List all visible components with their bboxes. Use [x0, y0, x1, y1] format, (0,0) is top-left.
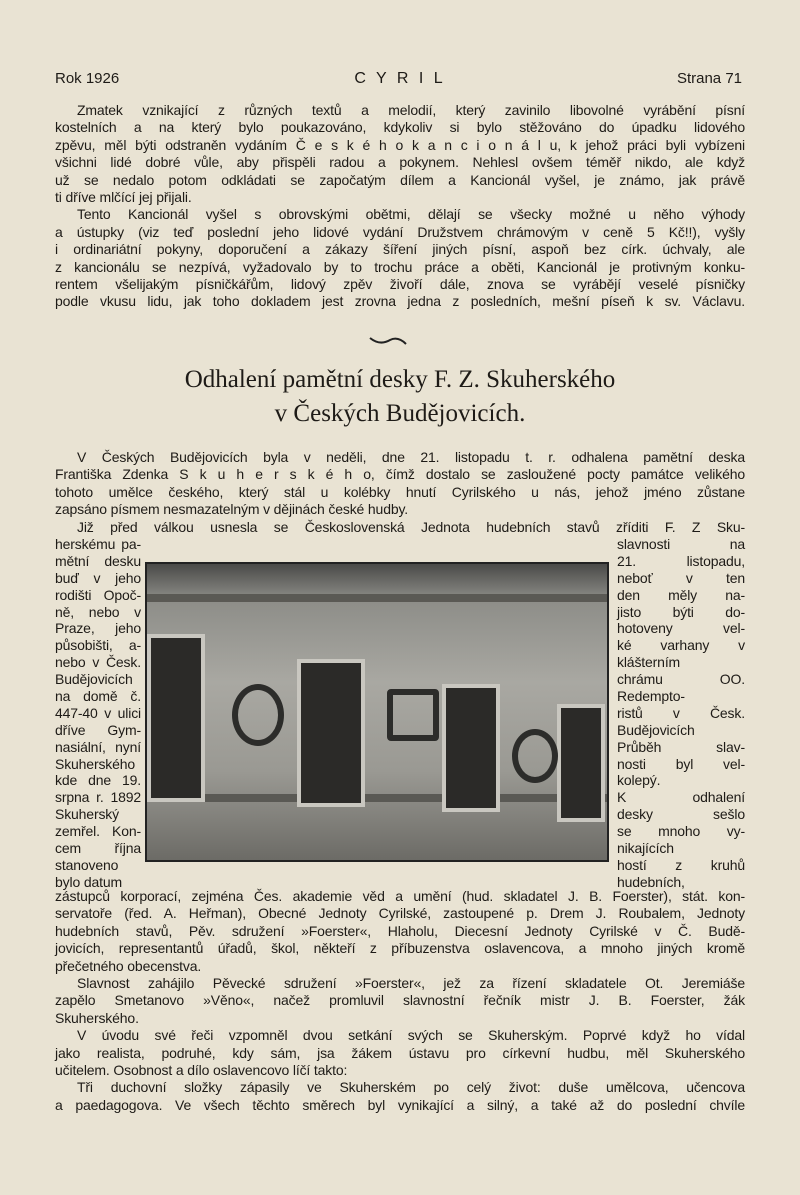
text-line: ké varhany v: [617, 637, 745, 654]
text-line: se mnoho vy-: [617, 823, 745, 840]
text-line: Průběh slav-: [617, 738, 745, 755]
text-line: hudebních stavů, Pěv. sdružení »Foerster«, Hlaholu, Diecesní Jednoty Cyrilské v Č. Budě-: [55, 922, 745, 939]
text-line: chrámu OO.: [617, 671, 745, 688]
text-line: působišti, a-: [55, 637, 141, 654]
text-line: zpěvu, měl býti odstraněn vydáním Č e s k é h o k a n c i o n á l u, k jehož práci byli vybízeni: [55, 136, 745, 153]
text-line: Františka Zdenka S k u h e r s k é h o, čímž dostalo se zasloužené pocty památce velikého: [55, 466, 745, 483]
text-line: Skuherského.: [55, 1009, 139, 1026]
text-line: tohoto umělce českého, který stál u kolébky hnutí Cyrilského u nás, jehož jméno zůstane: [55, 483, 745, 500]
running-header-page: Strana 71: [676, 70, 742, 87]
text-line: všichni lidé dobré vůle, aby přispěli radou a pokynem. Nehlesl ovšem téměř nikdo, ale když: [55, 154, 745, 171]
text-line: 447-40 v ulici: [55, 704, 141, 721]
text-line: cem října: [55, 840, 141, 857]
text-line: a paedagogova. Ve všech těchto směrech byl vynikající a silný, a také až do poslední chvíle: [55, 1096, 745, 1113]
text-line: Skuherský: [55, 806, 120, 823]
text-line: rentem všelijakým písničkářům, lidový zpěv živoří dále, znova se vyrábějí veselé písničky: [55, 275, 745, 292]
text-line: stanoveno: [55, 856, 119, 873]
intro-text: [55, 102, 745, 311]
article-title: Odhalení pamětní desky F. Z. Skuherského: [184, 366, 616, 393]
text-line: zástupců korporací, zejména Čes. akademie věd a umění (hud. skladatel J. B. Foerster), stát. kon-: [55, 888, 745, 904]
article-paragraph-top: [55, 449, 745, 536]
text-line: hudebních,: [617, 873, 685, 890]
text-line: neboť v ten: [617, 569, 745, 586]
text-line: Budějovicích: [55, 671, 133, 688]
text-line: desky sešlo: [617, 806, 745, 823]
running-header-journal: C Y R I L: [354, 70, 446, 87]
text-line: Tento Kancionál vyšel s obrovskými obětmi, dělají se všecky možné u něho výhody: [77, 206, 745, 223]
text-line: V Českých Budějovicích byla v neděli, dne 21. listopadu t. r. odhalena pamětní deska: [77, 449, 745, 465]
text-line: učitelem. Osobnost a dílo oslavencovo líčí takto:: [55, 1061, 348, 1078]
text-line: kolepý.: [617, 772, 661, 789]
text-line: buď v jeho: [55, 569, 141, 586]
text-line: hotoveny vel-: [617, 620, 745, 637]
text-line: slavnosti na: [617, 536, 745, 552]
text-line: ně, nebo v: [55, 603, 141, 620]
text-line: nosti byl vel-: [617, 755, 745, 772]
text-line: Tři duchovní složky zápasily ve Skuherském po celý život: duše umělcova, učencova: [77, 1079, 745, 1096]
text-line: dříve Gym-: [55, 721, 141, 738]
text-line: Praze, jeho: [55, 620, 141, 637]
text-line: den měly na-: [617, 586, 745, 603]
text-line: přečetného obecenstva.: [55, 957, 202, 974]
text-line: ristů v Česk.: [617, 704, 745, 721]
text-line: Zmatek vznikající z různých textů a melodií, který zavinilo libovolné vyrábění písní: [77, 102, 745, 118]
ornament-divider: [368, 334, 408, 348]
text-line: klášterním: [617, 654, 681, 671]
text-line: a ústupky (viz teď poslední jeho lidové vydání Družstvem chrámovým v ceně 5 Kč!!), vyšly: [55, 223, 745, 240]
text-line: mětní desku: [55, 552, 141, 569]
text-line: Budějovicích: [617, 721, 695, 738]
text-line: bylo datum: [55, 873, 122, 890]
text-line: K odhalení: [617, 789, 745, 806]
text-line: hostí z kruhů: [617, 856, 745, 873]
text-line: nasiální, nyní: [55, 738, 141, 755]
text-line: zemřel. Kon-: [55, 823, 141, 840]
text-line: nikajících: [617, 840, 674, 857]
text-line: V úvodu své řeči vzpomněl dvou setkání svých se Skuherským. Poprvé když ho vídal: [77, 1027, 745, 1044]
text-line: z kancionálu se nezpívá, vyžadovalo by to trochu práce a oběti, Kancionál je protivným konku-: [55, 258, 745, 275]
text-line: nebo v Česk.: [55, 654, 141, 671]
text-line: jisto býti do-: [617, 603, 745, 620]
text-line: Skuherského: [55, 755, 136, 772]
text-line: jako realista, podruhé, kdy sám, jsa žákem ústavu pro církevní hudbu, měl Skuherského: [55, 1044, 745, 1061]
article-subtitle: v Českých Budějovicích.: [274, 400, 526, 427]
right-column-text: [617, 536, 745, 891]
text-line: rodišti Opoč-: [55, 586, 141, 603]
building-photo: [145, 562, 609, 862]
text-line: 21. listopadu,: [617, 552, 745, 569]
text-line: herskému pa-: [55, 536, 141, 552]
text-line: jovicích, representantů úřadů, škol, někteří z příbuzenstva oslavencova, a mnoho jiných kromě: [55, 940, 745, 957]
text-line: na domě č.: [55, 688, 141, 705]
text-line: už se nedalo potom odkládati se započatým dílem a Kancionál vyšel, je známo, jak právě: [55, 171, 745, 188]
text-line: kostelních a na který bylo poukazováno, kdykoliv si bylo stěžováno do úpadku lidového: [55, 119, 745, 136]
text-line: zapsáno písmem nesmazatelným v dějinách české hudby.: [55, 501, 409, 518]
text-line: Již před válkou usnesla se Československá Jednota hudebních stavů zříditi F. Z Sku-: [77, 518, 745, 535]
text-line: zapělo Smetanovo »Věno«, načež promluvil slavnostní řečník mistr J. B. Foerster, žák: [55, 992, 745, 1009]
text-line: Slavnost zahájilo Pěvecké sdružení »Foerster«, jež za řízení skladatele Ot. Jeremiáše: [77, 974, 745, 991]
running-header-year: Rok 1926: [55, 70, 120, 87]
text-line: podle vkusu lidu, jak toho dokladem jest zrovna jedna z posledních, mešní píseň k sv. Václavu.: [55, 293, 745, 310]
text-line: i ordinariátní pokyny, doporučení a zákazy šíření jiných písní, aspoň bez círk. úchvaly, ale: [55, 241, 745, 258]
article-paragraph-bottom: [55, 888, 745, 1114]
text-line: ti dříve mlčící jej přijali.: [55, 188, 192, 205]
text-line: servatoře (řed. A. Heřman), Obecné Jednoty Cyrilské, zastoupené p. Drem J. Roubalem, Jednoty: [55, 905, 745, 922]
left-column-text: [55, 536, 141, 891]
text-line: kde dne 19.: [55, 772, 141, 789]
text-line: srpna r. 1892: [55, 789, 141, 806]
text-line: Redempto-: [617, 688, 685, 705]
